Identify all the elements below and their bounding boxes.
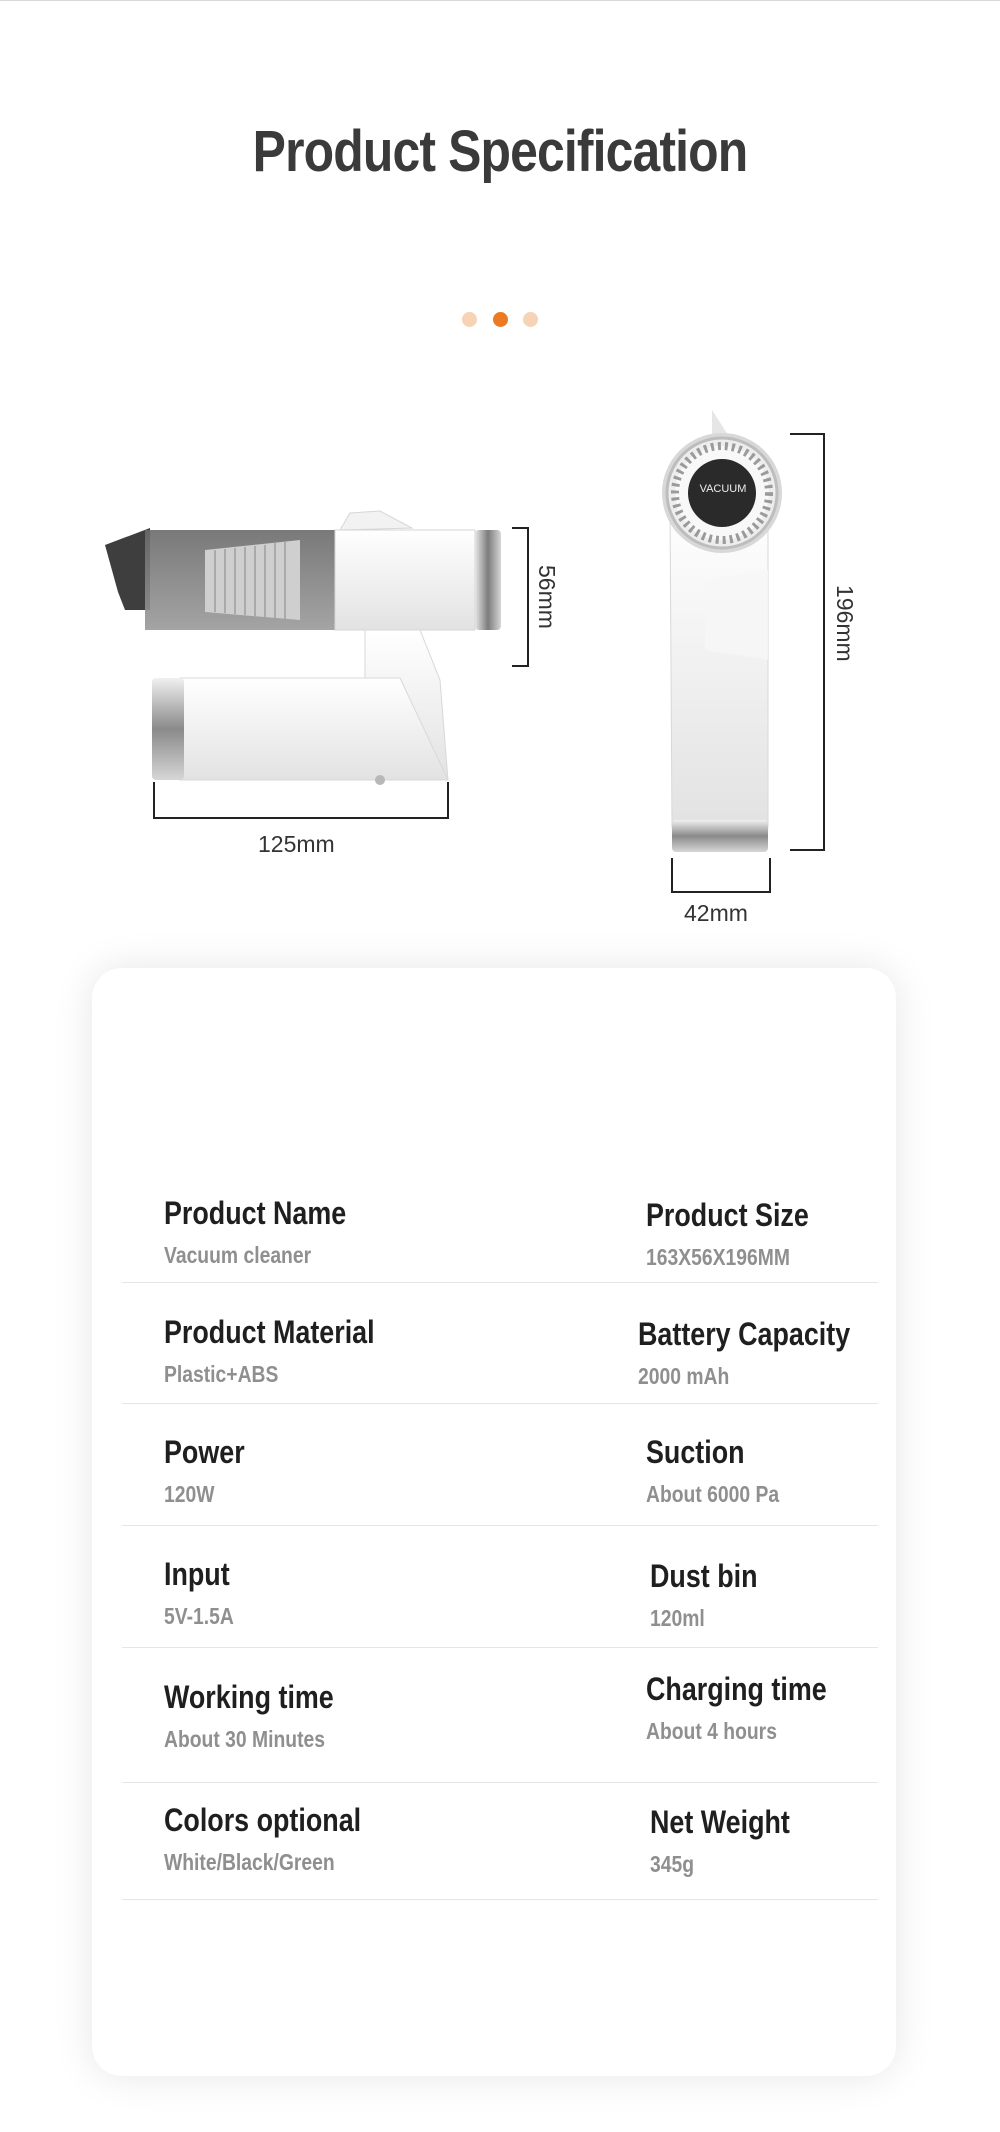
spec-value: About 4 hours	[646, 1718, 777, 1744]
product-dimension-figure	[0, 380, 1000, 940]
carousel-dot-2[interactable]	[493, 312, 508, 327]
spec-label: Product Material	[164, 1314, 375, 1350]
spec-left	[164, 1195, 381, 1269]
spec-left	[164, 1434, 260, 1508]
spec-label: Dust bin	[650, 1558, 758, 1594]
side-height-bracket	[512, 528, 528, 666]
spec-label: Product Size	[646, 1197, 809, 1233]
spec-label: Charging time	[646, 1671, 827, 1707]
spec-left	[164, 1556, 247, 1630]
carousel-dot-1[interactable]	[462, 312, 477, 327]
spec-value: 163X56X196MM	[646, 1244, 790, 1270]
spec-card	[92, 968, 896, 2076]
spec-value: 120W	[164, 1481, 215, 1507]
front-height-bracket	[790, 434, 824, 850]
spec-value: Plastic+ABS	[164, 1361, 279, 1387]
front-height-label: 196mm	[832, 585, 858, 662]
spec-right	[646, 1197, 840, 1271]
spec-value: 345g	[650, 1851, 695, 1877]
spec-right	[638, 1316, 891, 1390]
carousel-indicator	[462, 312, 542, 328]
spec-row	[122, 1434, 878, 1526]
spec-row	[122, 1671, 878, 1783]
front-width-label: 42mm	[684, 900, 748, 926]
spec-label: Product Name	[164, 1195, 347, 1231]
spec-value: About 6000 Pa	[646, 1481, 780, 1507]
front-width-bracket	[672, 858, 770, 892]
side-width-bracket	[154, 782, 448, 818]
spec-row	[122, 1195, 878, 1283]
spec-label: Net Weight	[650, 1804, 790, 1840]
spec-row	[122, 1314, 878, 1404]
spec-left	[164, 1679, 366, 1753]
front-view	[662, 410, 782, 852]
spec-label: Input	[164, 1556, 230, 1592]
spec-right	[650, 1804, 817, 1878]
spec-left	[164, 1314, 415, 1388]
spec-right	[646, 1671, 861, 1745]
spec-value: 2000 mAh	[638, 1363, 730, 1389]
spec-left	[164, 1802, 399, 1876]
spec-label: Colors optional	[164, 1802, 362, 1838]
spec-right	[646, 1434, 805, 1508]
spec-label: Working time	[164, 1679, 334, 1715]
spec-value: 120ml	[650, 1605, 705, 1631]
side-width-label: 125mm	[258, 831, 335, 857]
spec-label: Power	[164, 1434, 245, 1470]
page-title: Product Specification	[252, 119, 748, 184]
spec-label: Battery Capacity	[638, 1316, 851, 1352]
vacuum-badge: VACUUM	[699, 483, 747, 495]
side-view	[105, 511, 501, 785]
top-divider	[0, 0, 1000, 1]
spec-value: Vacuum cleaner	[164, 1242, 312, 1268]
spec-value: 5V-1.5A	[164, 1603, 234, 1629]
carousel-dot-3[interactable]	[523, 312, 538, 327]
spec-value: White/Black/Green	[164, 1849, 335, 1875]
spec-value: About 30 Minutes	[164, 1726, 326, 1752]
spec-row	[122, 1556, 878, 1648]
spec-label: Suction	[646, 1434, 745, 1470]
spec-row	[122, 1802, 878, 1900]
spec-right	[650, 1558, 778, 1632]
side-height-label: 56mm	[534, 565, 560, 629]
